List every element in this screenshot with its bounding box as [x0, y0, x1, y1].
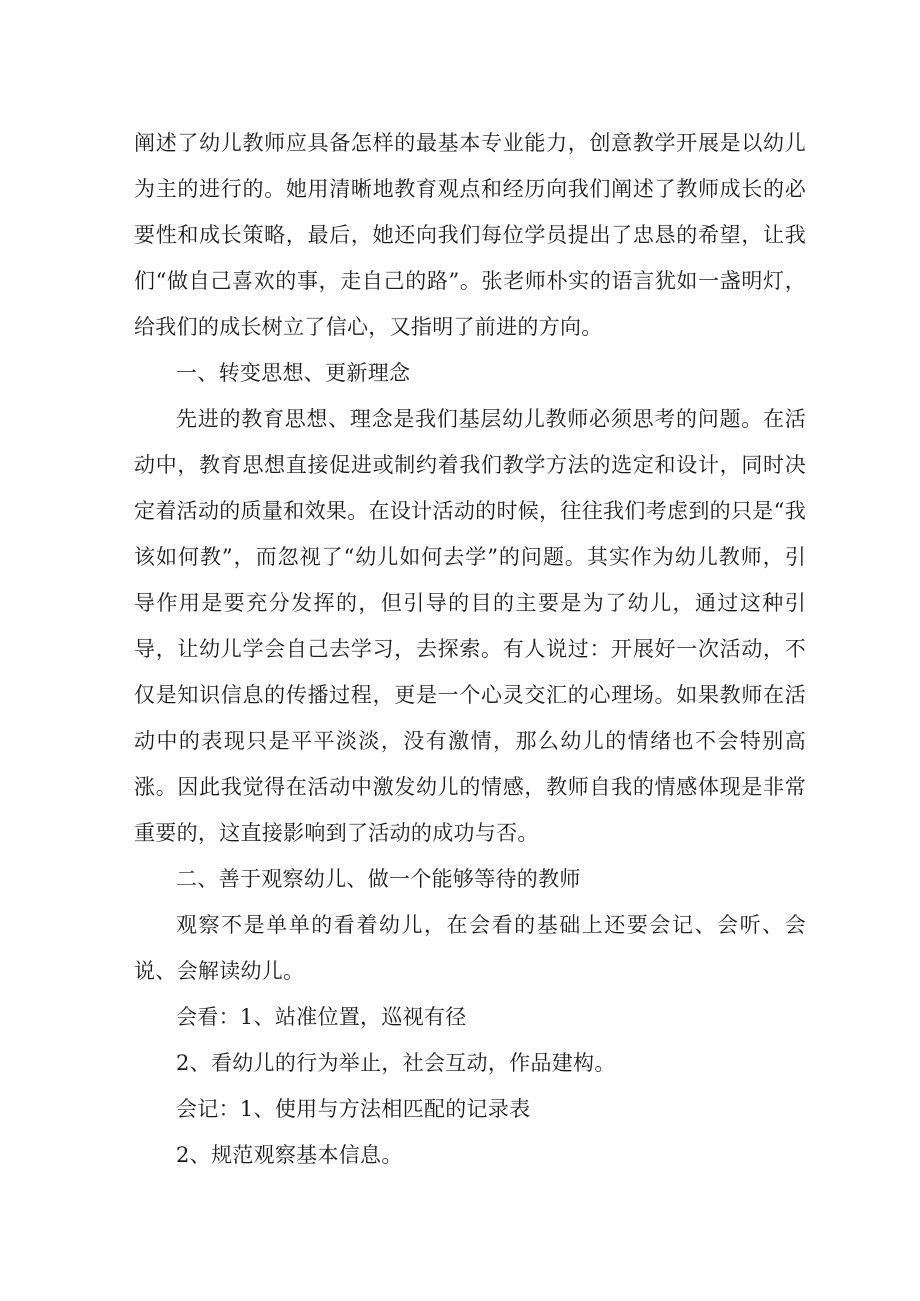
list-item-look-1: 会看：1、站准位置，巡视有径 [176, 1005, 467, 1029]
list-item-look-2: 2、看幼儿的行为举止，社会互动，作品建构。 [176, 1051, 616, 1075]
list-item-record-1: 会记：1、使用与方法相匹配的记录表 [176, 1097, 531, 1121]
section-heading-2: 二、善于观察幼儿、做一个能够等待的教师 [176, 867, 581, 891]
paragraph-section-1: 先进的教育思想、理念是我们基层幼儿教师必须思考的问题。在活动中，教育思想直接促进或制约着我们教学方法的选定和设计，同时决定着活动的质量和效果。在设计活动的时候，往往我们考虑到的只是“我该如何教”，而忽视了“幼儿如何去学”的问题。其实作为幼儿教师，引导作用是要充分发挥的，但引导的目的主要是为了幼儿，通过这种引导，让幼儿学会自己去学习，去探索。有人说过：开展好一次活动，不仅是知识信息的传播过程，更是一个心灵交汇的心理场。如果教师在活动中的表现只是平平淡淡，没有激情，那么幼儿的情绪也不会特别高涨。因此我觉得在活动中激发幼儿的情感，教师自我的情感体现是非常重要的，这直接影响到了活动的成功与否。 [134, 407, 806, 845]
document-body [134, 120, 806, 1178]
paragraph-section-2: 观察不是单单的看着幼儿，在会看的基础上还要会记、会听、会说、会解读幼儿。 [134, 913, 806, 983]
paragraph-intro-continuation: 阐述了幼儿教师应具备怎样的最基本专业能力，创意教学开展是以幼儿为主的进行的。她用清晰地教育观点和经历向我们阐述了教师成长的必要性和成长策略，最后，她还向我们每位学员提出了忠恳的希望，让我们“做自己喜欢的事，走自己的路”。张老师朴实的语言犹如一盏明灯，给我们的成长树立了信心，又指明了前进的方向。 [134, 131, 806, 339]
list-item-record-2: 2、规范观察基本信息。 [176, 1143, 403, 1167]
section-heading-1: 一、转变思想、更新理念 [176, 361, 411, 385]
